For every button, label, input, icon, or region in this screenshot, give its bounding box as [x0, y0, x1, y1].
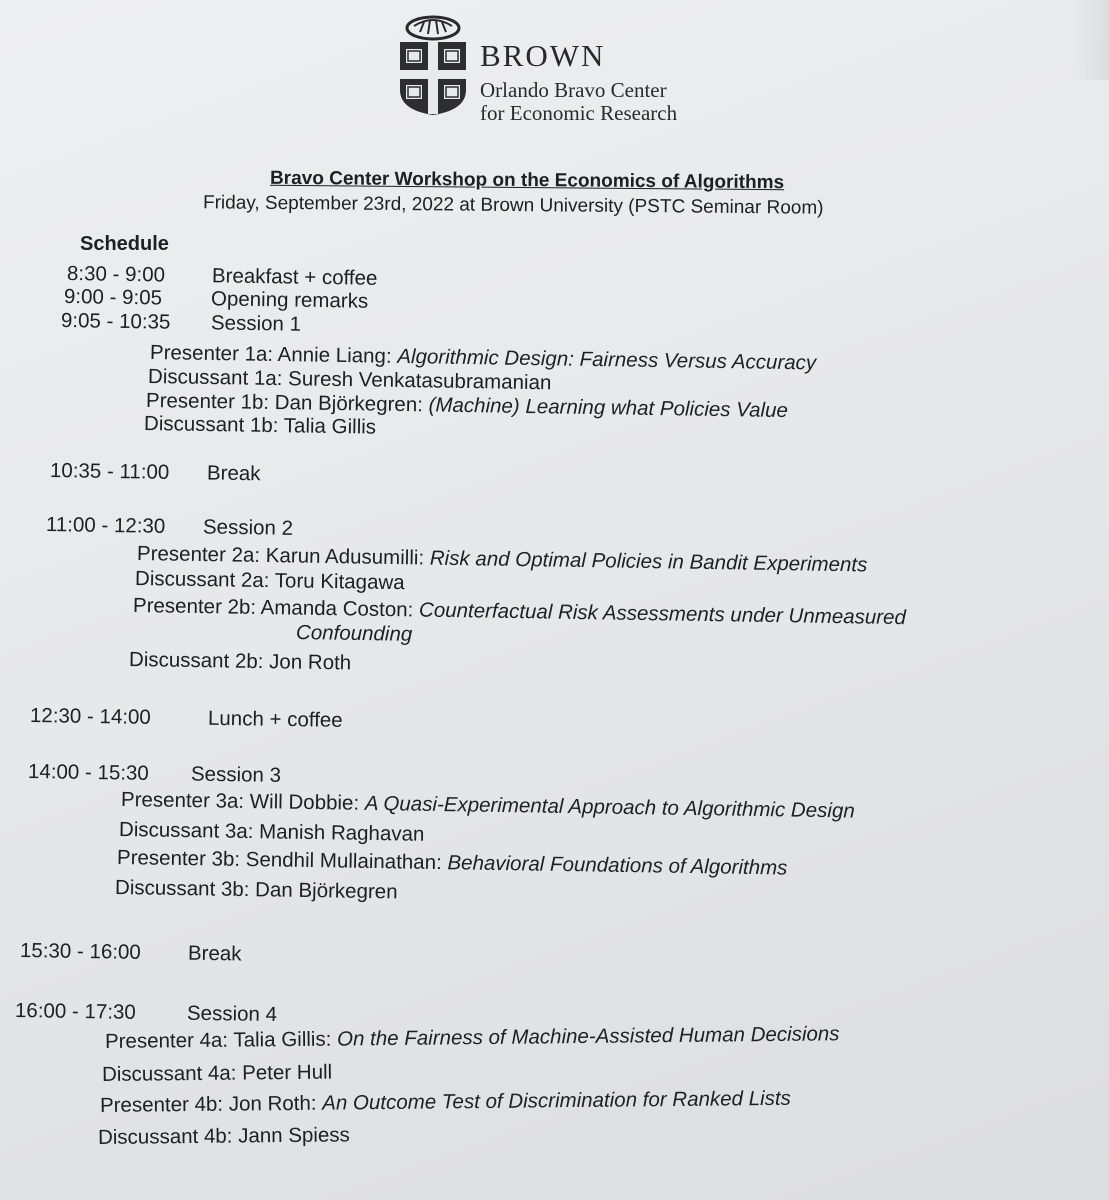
person-name: Jon Roth:: [228, 1091, 317, 1116]
brown-shield-icon: [394, 12, 472, 116]
schedule-block: [15, 999, 277, 1027]
schedule-block: [61, 309, 301, 337]
block-event: Session 3: [190, 762, 282, 787]
person-name: Talia Gillis: [283, 414, 377, 439]
talk-title: Risk and Optimal Policies in Bandit Experiments: [429, 546, 868, 577]
block-event: Breakfast + coffee: [211, 264, 378, 290]
list-item: [135, 567, 405, 595]
person-name: Talia Gillis:: [233, 1027, 332, 1052]
list-item-continuation: [296, 621, 413, 647]
block-time: 8:30 - 9:00: [66, 262, 166, 287]
role-label: Presenter 2b:: [132, 594, 257, 619]
list-item: [115, 876, 398, 904]
block-time: 9:00 - 9:05: [63, 285, 163, 310]
list-item: [117, 846, 788, 881]
block-event: Session 1: [210, 311, 302, 336]
person-name: Dan Björkegren: [254, 878, 398, 904]
block-event: Break: [187, 941, 242, 966]
talk-title: On the Fairness of Machine-Assisted Human Decisions: [336, 1022, 840, 1051]
page-shadow: [1069, 0, 1109, 80]
block-time: 15:30 - 16:00: [19, 939, 142, 964]
block-time: 16:00 - 17:30: [14, 999, 137, 1024]
talk-title: Behavioral Foundations of Algorithms: [447, 851, 788, 880]
block-event: Opening remarks: [210, 287, 369, 313]
schedule-heading: Schedule: [80, 233, 169, 255]
list-item: [133, 594, 906, 630]
person-name: Karun Adusumilli:: [265, 544, 425, 570]
schedule-block: [28, 760, 281, 788]
schedule-block: [20, 939, 242, 966]
person-name: Jon Roth: [268, 650, 352, 675]
role-label: Discussant 2a:: [134, 567, 270, 593]
block-time: 11:00 - 12:30: [45, 513, 166, 538]
person-name: Sendhil Mullainathan:: [245, 848, 442, 875]
role-label: Discussant 3a:: [118, 818, 254, 844]
block-time: 14:00 - 15:30: [27, 760, 150, 785]
role-label: Discussant 1b:: [143, 412, 279, 438]
role-label: Presenter 1a:: [149, 341, 274, 366]
block-time: 10:35 - 11:00: [49, 459, 170, 484]
role-label: Presenter 4b:: [99, 1092, 224, 1117]
center-name-line1: Orlando Bravo Center: [480, 78, 667, 102]
role-label: Discussant 3b:: [114, 876, 250, 902]
person-name: Suresh Venkatasubramanian: [287, 367, 552, 395]
talk-title: (Machine) Learning what Policies Value: [428, 393, 789, 423]
list-item: [119, 818, 425, 847]
block-time: 9:05 - 10:35: [60, 309, 171, 334]
university-name: BROWN: [480, 38, 606, 73]
role-label: Presenter 1b:: [145, 389, 270, 414]
role-label: Discussant 1a:: [147, 365, 283, 391]
list-item: [100, 1087, 791, 1118]
talk-title-continuation: Confounding: [295, 621, 413, 646]
role-label: Presenter 4a:: [104, 1028, 229, 1053]
role-label: Discussant 4b:: [97, 1124, 233, 1149]
schedule-block: [50, 459, 261, 486]
block-event: Session 4: [186, 1001, 278, 1027]
block-event: Session 2: [202, 515, 294, 540]
person-name: Dan Björkegren:: [274, 391, 424, 417]
list-item: [98, 1123, 350, 1150]
talk-title: Algorithmic Design: Fairness Versus Accuracy: [397, 344, 817, 375]
person-name: Jann Spiess: [238, 1123, 350, 1148]
person-name: Toru Kitagawa: [274, 569, 405, 595]
role-label: Presenter 3b:: [116, 846, 241, 871]
block-event: Break: [206, 461, 261, 486]
schedule-block: [46, 513, 293, 541]
list-item: [105, 1022, 840, 1054]
talk-title: Counterfactual Risk Assessments under Unmeasured: [418, 598, 907, 630]
list-item: [129, 648, 352, 675]
list-item: [102, 1061, 332, 1087]
workshop-title: Bravo Center Workshop on the Economics of Algorithms: [269, 167, 785, 194]
person-name: Manish Raghavan: [258, 820, 425, 846]
block-time: 12:30 - 14:00: [29, 704, 152, 729]
person-name: Amanda Coston:: [260, 596, 414, 622]
role-label: Discussant 2b:: [128, 648, 264, 674]
person-name: Will Dobbie:: [249, 790, 360, 815]
schedule-block: [30, 704, 343, 733]
list-item: [121, 788, 855, 824]
block-event: Lunch + coffee: [207, 706, 343, 732]
center-name-line2: for Economic Research: [480, 101, 678, 125]
brown-logo: [392, 8, 722, 125]
talk-title: A Quasi-Experimental Approach to Algorithmic Design: [364, 791, 855, 823]
role-label: Presenter 3a:: [120, 788, 245, 813]
list-item: [144, 412, 376, 440]
person-name: Annie Liang:: [277, 343, 392, 368]
role-label: Presenter 2a:: [136, 542, 261, 567]
workshop-date-location: Friday, September 23rd, 2022 at Brown University (PSTC Seminar Room): [202, 192, 824, 219]
talk-title: An Outcome Test of Discrimination for Ranked Lists: [322, 1086, 791, 1115]
role-label: Discussant 4a:: [101, 1061, 237, 1086]
person-name: Peter Hull: [242, 1060, 333, 1085]
